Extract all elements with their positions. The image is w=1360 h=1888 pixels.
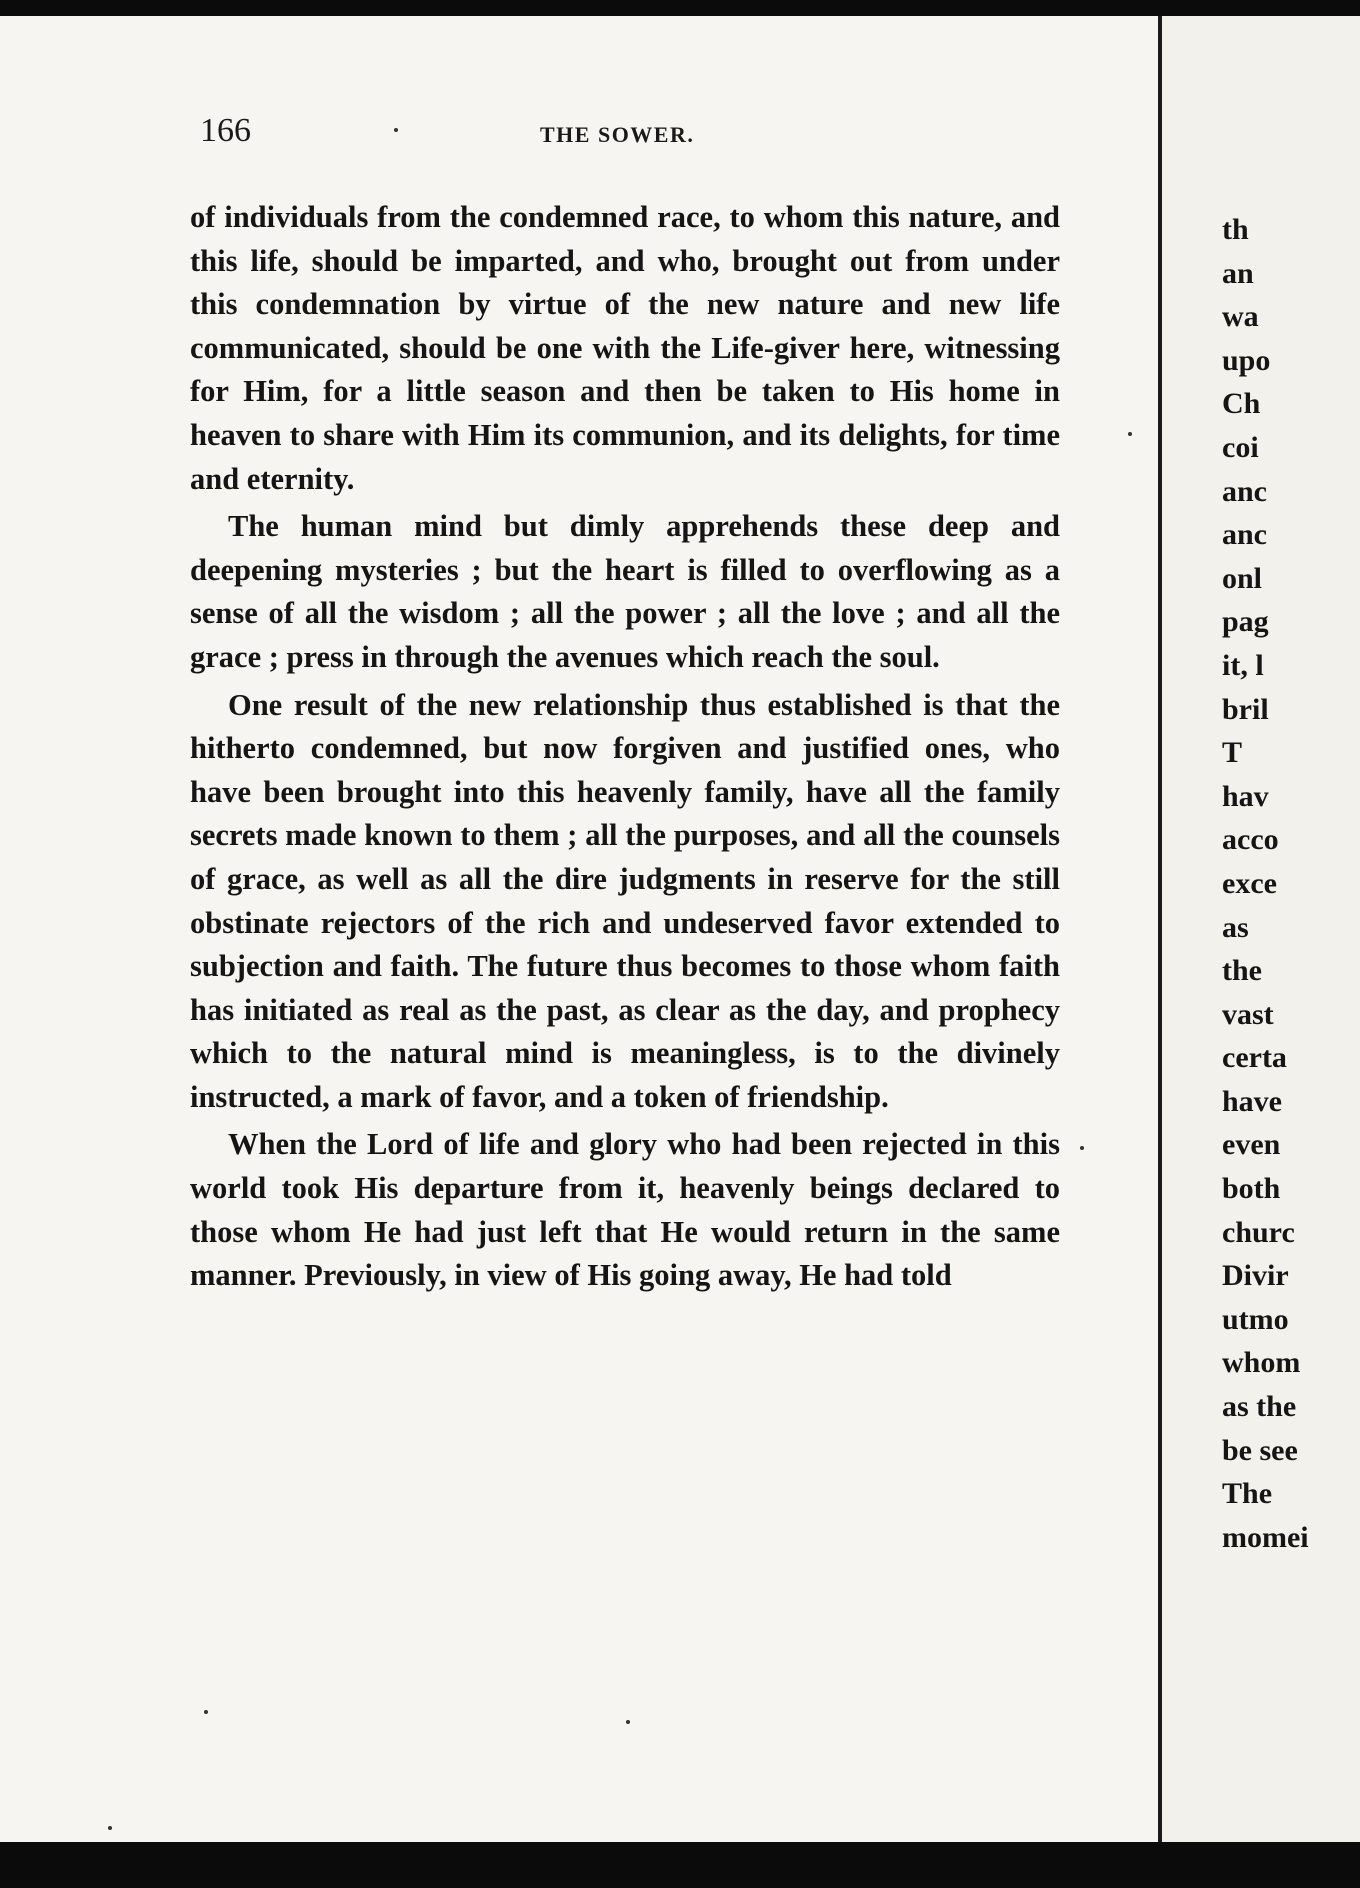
facing-line: th: [1222, 213, 1249, 246]
facing-line: T: [1222, 736, 1243, 770]
facing-line: anc: [1222, 518, 1267, 552]
left-page: [0, 16, 1158, 1842]
paragraph: When the Lord of life and glory who had been rejected in this world took His departure from it, heavenly beings declared to those whom He had just left that He would return in the same manner. Previously, in view of His going away, He had told: [190, 1127, 1060, 1293]
facing-line: Ch: [1222, 387, 1261, 421]
facing-line: as: [1222, 910, 1249, 944]
paragraph: The human mind but dimly apprehends these deep and deepening mysteries ; but the heart is filled to overflowing as a sense of all the wisdom ; all the power ; all the love ; and all the grace ; press in through the avenues which reach the soul.: [190, 509, 1060, 674]
paragraph-continued: of individuals from the condemned race, to whom this nature, and this life, should be imparted, and who, brought out from under this condemnation by virtue of the new nature and new life communicated, should be one with the Life-giver here, witnessing for Him, for a little season and then be taken to His home in heaven to share with Him its communion, and its delights, for time and eternity.: [190, 200, 1060, 496]
facing-line: be see: [1222, 1433, 1298, 1467]
facing-line: as the: [1222, 1390, 1297, 1424]
print-speck: [1128, 432, 1132, 436]
facing-line: even: [1222, 1128, 1281, 1162]
facing-line: both: [1222, 1172, 1281, 1206]
running-head: [200, 112, 1070, 152]
facing-line: momei: [1222, 1520, 1309, 1554]
facing-line: have: [1222, 1084, 1282, 1118]
print-speck: [204, 1710, 208, 1714]
print-speck: [626, 1720, 630, 1724]
print-speck: [108, 1826, 112, 1830]
facing-line: pag: [1222, 605, 1269, 639]
facing-line: bril: [1222, 692, 1269, 726]
page-number: 166: [200, 112, 251, 149]
page-body: [190, 196, 1060, 1302]
facing-line: anc: [1222, 474, 1267, 508]
facing-line: utmo: [1222, 1302, 1289, 1336]
facing-line: wa: [1222, 300, 1259, 334]
facing-line: whom: [1222, 1346, 1301, 1380]
facing-line: hav: [1222, 779, 1269, 813]
facing-line: acco: [1222, 823, 1279, 857]
facing-line: churc: [1222, 1215, 1295, 1249]
running-title: THE SOWER.: [540, 122, 695, 147]
facing-line: it, l: [1222, 648, 1264, 682]
facing-line: Divir: [1222, 1259, 1289, 1293]
facing-line: upo: [1222, 343, 1271, 377]
facing-line: the: [1222, 954, 1262, 988]
facing-line: an: [1222, 256, 1254, 290]
facing-line: certa: [1222, 1041, 1287, 1075]
scan-bottom-border: [0, 1842, 1360, 1888]
print-speck: [394, 128, 398, 132]
facing-line: onl: [1222, 561, 1263, 595]
facing-line: vast: [1222, 997, 1274, 1031]
scan-top-border: [0, 0, 1360, 16]
facing-line: coi: [1222, 430, 1259, 464]
print-speck: [1080, 1146, 1084, 1150]
facing-line: exce: [1222, 866, 1277, 900]
facing-page: [1162, 16, 1360, 1842]
paragraph: One result of the new relationship thus established is that the hitherto condemned, but now forgiven and justified ones, who have been brought into this heavenly family, have all the family secrets made known to them ; all the purposes, and all the counsels of grace, as well as all the dire judgments in reserve for the still obstinate rejectors of the rich and undeserved favor extended to subjection and faith. The future thus becomes to those whom faith has initiated as real as the past, as clear as the day, and prophecy which to the natural mind is meaningless, is to the divinely instructed, a mark of favor, and a token of friendship.: [190, 687, 1060, 1114]
facing-page-text: [1222, 208, 1360, 1559]
facing-line: The: [1222, 1477, 1273, 1511]
